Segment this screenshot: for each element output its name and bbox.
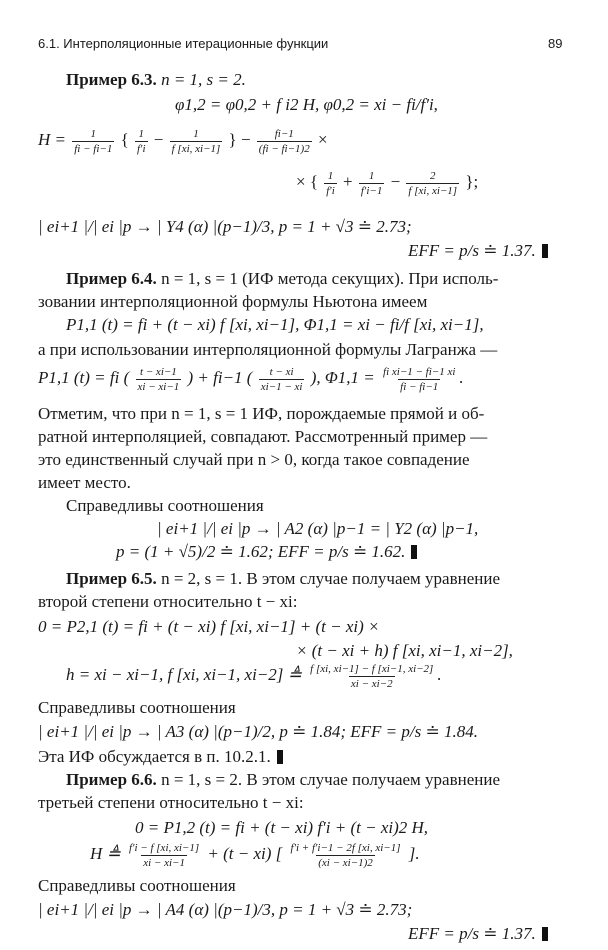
formula-part: + (t − xi) [ <box>207 844 283 863</box>
eff-6-3 <box>408 241 548 261</box>
formula-p21: 0 = P2,1 (t) = fi + (t − xi) f [xi, xi−1] + (t − xi) × <box>38 617 380 636</box>
text-line: имеет место. <box>38 473 131 492</box>
text-line: второй степени относительно t − xi: <box>38 592 298 611</box>
numerator: 1 <box>138 127 145 140</box>
example-title: Пример 6.5. <box>66 569 157 588</box>
denominator: f′i−1 <box>360 184 383 197</box>
formula-part: H ≜ <box>90 844 121 863</box>
formula-part: ), Φ1,1 = <box>310 368 375 387</box>
denominator: xi − xi−2 <box>350 677 393 690</box>
text-line: это единственный случай при n > 0, когда такое совпадение <box>38 450 470 469</box>
text-line: n = 1, s = 2. В этом случае получаем уравнение <box>161 770 501 789</box>
fraction <box>259 366 305 393</box>
eff-6-4 <box>116 542 417 562</box>
fraction <box>257 128 312 155</box>
formula-part: H = <box>38 130 71 149</box>
text-line: Справедливы соотношения <box>38 698 236 717</box>
running-header: 6.1. Интерполяционные итерационные функции <box>38 36 329 51</box>
text-line: n = 1, s = 1 (ИФ метода секущих). При исполь- <box>161 269 499 288</box>
fraction <box>406 170 459 197</box>
text-line: третьей степени относительно t − xi: <box>38 793 304 812</box>
numerator: t − xi <box>269 365 294 378</box>
denominator: f [xi, xi−1] <box>171 142 221 155</box>
formula-H-line2: × { $\frac{1}{f'i}$ + $\frac{1}{f'i-1}$ − $\frac{2}{f [xi, xi-1]}$ }; <box>296 169 479 197</box>
denominator: (fi − fi−1)2 <box>258 142 310 155</box>
example-condition: n = 1, s = 2. <box>161 70 246 89</box>
page-number: 89 <box>548 36 563 51</box>
text-line: n = 2, s = 1. В этом случае получаем уравнение <box>161 569 501 588</box>
text-line: а при использовании интерполяционной формулы Лагранжа — <box>38 340 498 359</box>
numerator: fi xi−1 − fi−1 xi <box>383 365 456 378</box>
rate-6-3: | ei+1 |/| ei |p → | Y4 (α) |(p−1)/3, p = 1 + √3 ≐ 2.73; <box>38 217 412 236</box>
formula-part: ]. <box>408 844 420 863</box>
numerator: 1 <box>327 169 334 182</box>
fraction <box>359 170 384 197</box>
fraction <box>324 170 337 197</box>
formula-phi: φ1,2 = φ0,2 + f i2 H, φ0,2 = xi − fi/f′i, <box>175 95 438 114</box>
fraction <box>381 366 457 393</box>
fraction <box>135 128 148 155</box>
fraction <box>72 128 114 155</box>
rate-6-5: | ei+1 |/| ei |p → | A3 (α) |(p−1)/2, p ≐ 1.84; EFF = p/s ≐ 1.84. <box>38 722 478 741</box>
eff-text: p = (1 + √5)/2 ≐ 1.62; EFF = p/s ≐ 1.62. <box>116 542 406 561</box>
denominator: xi−1 − xi <box>260 380 303 393</box>
denominator: f′i <box>326 184 335 197</box>
text-line: Справедливы соотношения <box>66 496 264 515</box>
denominator: (xi − xi−1)2 <box>318 856 373 869</box>
denominator: f [xi, xi−1] <box>408 184 458 197</box>
numerator: f′i − f [xi, xi−1] <box>129 841 200 854</box>
denominator: xi − xi−1 <box>137 380 180 393</box>
text-line: зовании интерполяционной формулы Ньютона имеем <box>38 292 428 311</box>
fraction <box>170 128 223 155</box>
formula-part: × { <box>296 172 318 191</box>
example-6-6-heading <box>66 770 500 790</box>
formula-lagrange: P1,1 (t) = fi ( $\frac{t - xi-1}{xi - xi-1}$ ) + fi−1 ( $\frac{t - xi}{xi-1 - xi}$ ), Φ1,1 = $\frac{\text{fi xi−1 − fi−1 xi}}{fi - fi-1}$ . <box>38 365 464 393</box>
numerator: 1 <box>90 127 97 140</box>
example-title: Пример 6.4. <box>66 269 157 288</box>
formula-H-66 <box>90 834 420 874</box>
example-6-5-heading <box>66 569 500 589</box>
end-of-proof-mark <box>542 927 548 941</box>
denominator: f′i <box>137 142 146 155</box>
text-line: Отметим, что при n = 1, s = 1 ИФ, порождаемые прямой и об- <box>38 404 485 423</box>
example-6-3-heading <box>66 70 246 90</box>
formula-p21-cont: × (t − xi + h) f [xi, xi−1, xi−2], <box>296 641 513 660</box>
rate-6-6: | ei+1 |/| ei |p → | A4 (α) |(p−1)/3, p = 1 + √3 ≐ 2.73; <box>38 900 413 919</box>
example-6-4-heading <box>66 269 498 289</box>
formula-newton: P1,1 (t) = fi + (t − xi) f [xi, xi−1], Φ1,1 = xi − fi/f [xi, xi−1], <box>66 315 484 334</box>
formula-h: h = xi − xi−1, f [xi, xi−1, xi−2] ≜ $\frac{f [xi, xi-1] - f [xi-1, xi-2]}{xi - xi-2}$ . <box>66 662 442 690</box>
end-of-proof-mark <box>542 244 548 258</box>
text-span: Эта ИФ обсуждается в п. 10.2.1. <box>38 747 271 766</box>
formula-part: P1,1 (t) = fi ( <box>38 368 130 387</box>
example-title: Пример 6.6. <box>66 770 157 789</box>
end-of-proof-mark <box>411 545 417 559</box>
numerator: f′i + f′i−1 − 2f [xi, xi−1] <box>290 841 401 854</box>
numerator: t − xi−1 <box>139 365 177 378</box>
fraction <box>289 842 403 869</box>
formula-part: ) + fi−1 ( <box>187 368 253 387</box>
text-line <box>38 747 283 767</box>
denominator: fi − fi−1 <box>400 380 439 393</box>
rate-6-4: | ei+1 |/| ei |p → | A2 (α) |p−1 = | Y2 (α) |p−1, <box>157 519 479 538</box>
formula-p12: 0 = P1,2 (t) = fi + (t − xi) f′i + (t − xi)2 H, <box>135 818 429 837</box>
eff-text: EFF = p/s ≐ 1.37. <box>408 924 536 943</box>
fraction <box>127 842 201 869</box>
text-line: ратной интерполяцией, совпадают. Рассмотренный пример — <box>38 427 488 446</box>
end-of-proof-mark <box>277 750 283 764</box>
fraction <box>136 366 182 393</box>
eff-text: EFF = p/s ≐ 1.37. <box>408 241 536 260</box>
formula-part: h = xi − xi−1, f [xi, xi−1, xi−2] ≜ <box>66 665 302 684</box>
fraction <box>308 663 435 690</box>
example-title: Пример 6.3. <box>66 70 157 89</box>
eff-6-6 <box>408 924 548 944</box>
text-line: Справедливы соотношения <box>38 876 236 895</box>
denominator: fi − fi−1 <box>74 142 113 155</box>
formula-H-line1: H = $\frac{1}{fi - fi-1}$ { $\frac{1}{f'i}$ − $\frac{1}{f [xi, xi-1]}$ } − $\frac{fi-1}{(fi - fi-1)2}$ × <box>38 127 328 155</box>
numerator: 1 <box>193 127 199 140</box>
denominator: xi − xi−1 <box>143 856 185 869</box>
numerator: 1 <box>368 169 375 182</box>
numerator: fi−1 <box>274 127 294 140</box>
numerator: 2 <box>430 169 436 182</box>
numerator: f [xi, xi−1] − f [xi−1, xi−2] <box>310 662 434 675</box>
